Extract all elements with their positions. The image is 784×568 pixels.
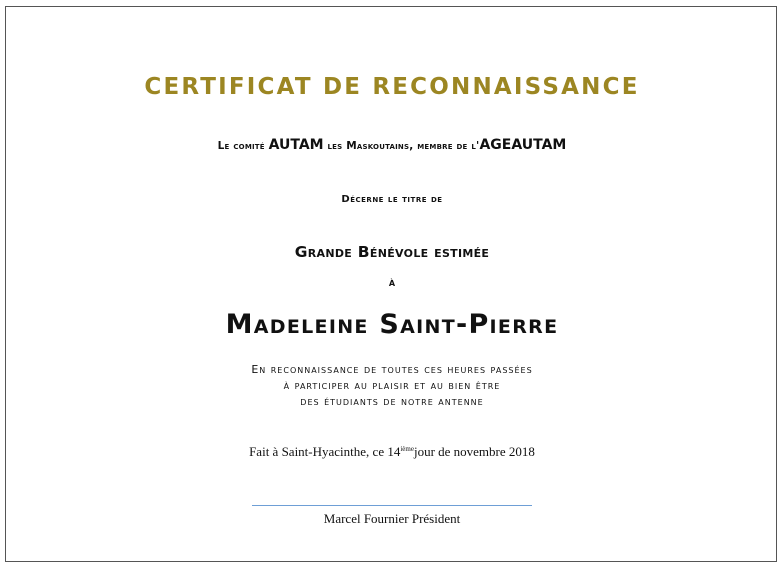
recognition-line: à participer au plaisir et au bien être [283,379,501,392]
to-word: à [388,276,396,289]
place-date-prefix: Fait à Saint-Hyacinthe, ce 14 [249,444,401,459]
committee-text-2: les Maskoutains, membre de l' [323,140,480,152]
recognition-line: En reconnaissance de toutes ces heures passées [251,363,533,376]
committee-org-ageautam: AGEAUTAM [479,137,567,153]
signatory-name: Marcel Fournier Président [323,511,461,526]
award-intro: Décerne le titre de [341,194,443,205]
certificate-title: CERTIFICAT DE RECONNAISSANCE [144,74,640,100]
recognition-line: des étudiants de notre antenne [300,395,484,408]
committee-line [0,137,784,153]
honor-title: Grande Bénévole estimée [294,243,490,261]
signature-line [252,505,532,506]
committee-text-1: Le comité [217,140,269,152]
place-date-line [0,444,784,460]
ordinal-suffix: ième [400,445,414,453]
place-date-suffix: jour de novembre 2018 [413,444,535,459]
committee-org-autam: AUTAM [268,137,324,153]
recipient-name: Madeleine Saint-Pierre [225,309,559,340]
